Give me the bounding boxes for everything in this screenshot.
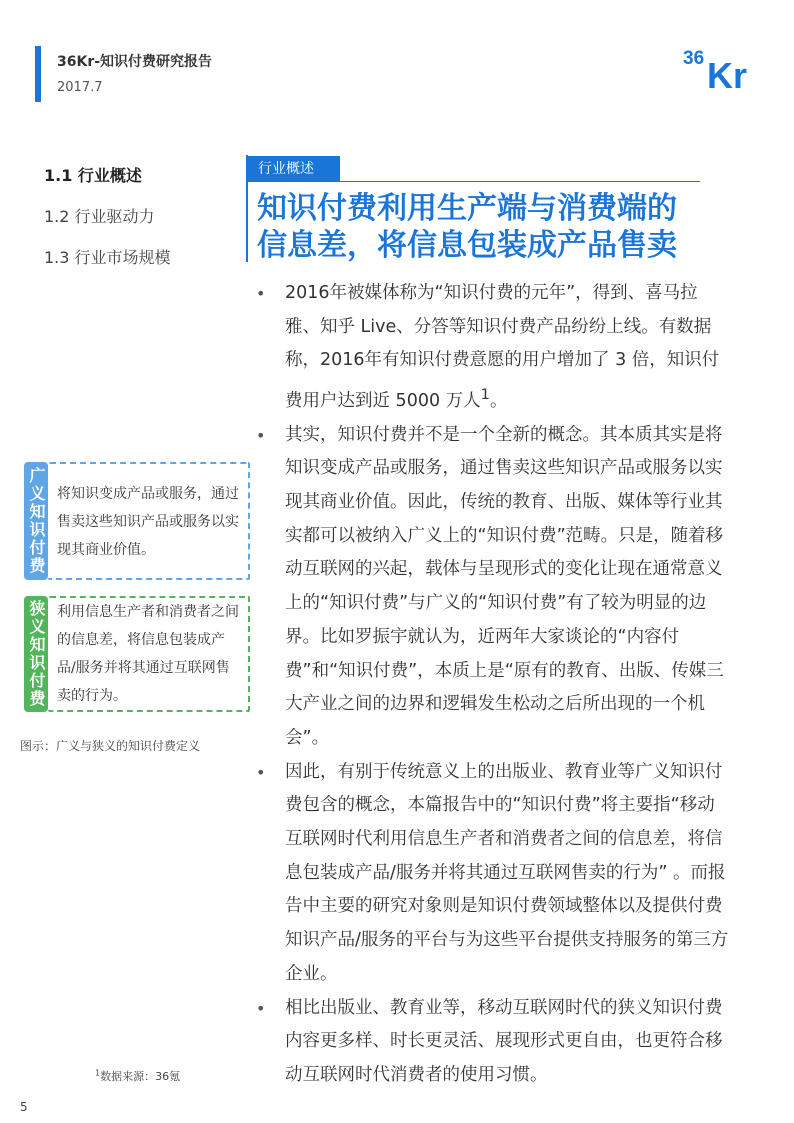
narrow-definition-label: 狭义知识付费 [24,596,48,712]
bullet-text: 2016年被媒体称为“知识付费的元年”，得到、喜马拉雅、知乎 Live、分答等知识付费产品纷纷上线。有数据称，2016年有知识付费意愿的用户增加了 3 倍，知识付费用户达到近 5000 万人 [285,283,720,411]
logo-number: 36 [683,48,705,69]
bullet-item: • 其实，知识付费并不是一个全新的概念。其本质其实是将知识变成产品或服务，通过售卖这些知识产品或服务以实现其商业价值。因此，传统的教育、出版、媒体等行业其实都可以被纳入广义上的“知识付费”范畴。只是，随着移动互联网的兴起，载体与呈现形式的变化让现在通常意义上的“知识付费”与广义的“知识付费”有了较为明显的边界。比如罗振宇就认为，近两年大家谈论的“内容付费”和“知识付费”，本质上是“原有的教育、出版、传媒三大产业之间的边界和逻辑发生松动之后所出现的一个机会”。 [256,419,732,756]
footnote-text: 数据来源：36氪 [100,1070,181,1083]
toc-item-drivers[interactable]: 1.2 行业驱动力 [44,207,155,226]
report-title: 36Kr-知识付费研究报告 [57,54,213,70]
broad-definition-label: 广义知识付费 [24,462,48,580]
footnote-ref: 1 [480,386,490,404]
section-headline [257,190,677,264]
narrow-definition-text: 利用信息生产者和消费者之间的信息差，将信息包装成产品/服务并将其通过互联网售卖的行为。 [57,604,239,704]
narrow-definition-box [24,596,250,712]
headline-line-1: 知识付费利用生产端与消费端的 [257,191,677,226]
broad-definition-box [24,462,250,580]
bullet-tail: 。 [489,390,508,411]
page-number: 5 [20,1100,28,1114]
footnote-marker: 1 [95,1068,101,1078]
headline-line-2: 信息差，将信息包装成产品售卖 [257,228,677,263]
broad-definition-text: 将知识变成产品或服务，通过售卖这些知识产品或服务以实现其商业价值。 [57,486,239,558]
header-accent-bar [35,46,41,102]
toc-item-market-size[interactable]: 1.3 行业市场规模 [44,248,171,267]
bullet-item: • 相比出版业、教育业等，移动互联网时代的狭义知识付费内容更多样、时长更灵活、展现形式更自由，也更符合移动互联网时代消费者的使用习惯。 [256,992,732,1093]
toc-item-overview[interactable]: 1.1 行业概述 [44,166,142,185]
report-date: 2017.7 [57,80,103,95]
body-bullets [256,277,732,1093]
bullet-item [256,277,732,419]
footnote [95,1068,180,1084]
section-tag-underline [340,181,700,182]
section-tag: 行业概述 [248,156,340,182]
figure-caption: 图示：广义与狭义的知识付费定义 [20,739,201,753]
bullet-item: • 因此，有别于传统意义上的出版业、教育业等广义知识付费包含的概念，本篇报告中的“知识付费”将主要指“移动互联网时代利用信息生产者和消费者之间的信息差，将信息包装成产品/服务并将其通过互联网售卖的行为” 。而报告中主要的研究对象则是知识付费领域整体以及提供付费知识产品/服务的平台与为这些平台提供支持服务的第三方企业。 [256,756,732,992]
logo-letters: Kr [707,55,748,90]
36kr-logo [683,46,763,90]
